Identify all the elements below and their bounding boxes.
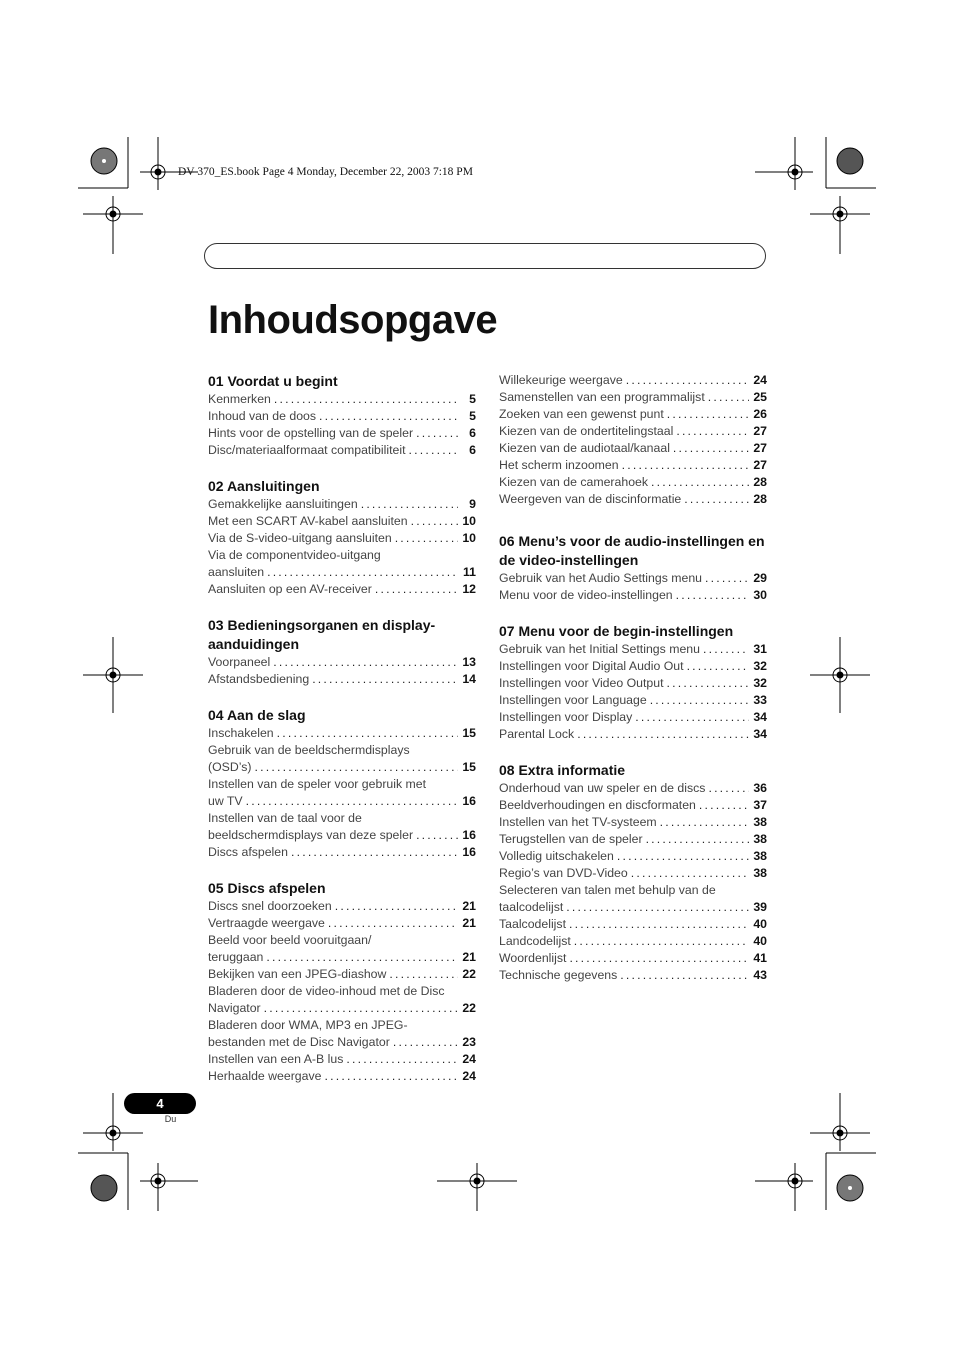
dot-leader <box>651 474 749 491</box>
toc-page-number: 28 <box>753 492 767 506</box>
toc-entry[interactable] <box>499 406 767 423</box>
toc-entry[interactable] <box>499 967 767 984</box>
dot-leader <box>667 675 749 692</box>
toc-page-number: 15 <box>462 760 476 774</box>
toc-entry-text: Beeld voor beeld vooruitgaan/ <box>208 933 372 947</box>
toc-entry-text: Selecteren van talen met behulp van de <box>499 883 716 897</box>
toc-entry-text: taalcodelijst <box>499 900 564 914</box>
dot-leader <box>667 406 749 423</box>
toc-section <box>499 532 767 604</box>
toc-entry[interactable] <box>499 814 767 831</box>
toc-entry[interactable] <box>499 372 767 389</box>
dot-leader <box>395 530 458 547</box>
toc-page-number: 32 <box>753 659 767 673</box>
toc-entry[interactable] <box>208 725 476 742</box>
toc-entry-text: Hints voor de opstelling van de speler <box>208 426 414 440</box>
toc-page-number: 28 <box>753 475 767 489</box>
toc-page-number: 34 <box>753 727 767 741</box>
toc-entry-text: beeldschermdisplays van deze speler <box>208 828 414 842</box>
toc-page-number: 41 <box>753 951 767 965</box>
dot-leader <box>708 389 749 406</box>
toc-entry-text: Taalcodelijst <box>499 917 566 931</box>
dot-leader <box>409 442 458 459</box>
toc-entry-text: aansluiten <box>208 565 265 579</box>
toc-entry[interactable] <box>208 654 476 671</box>
toc-page-number: 9 <box>469 497 476 511</box>
toc-entry-text: Gebruik van het Initial Settings menu <box>499 642 700 656</box>
dot-leader <box>635 709 749 726</box>
dot-leader <box>375 581 458 598</box>
toc-page-number: 27 <box>753 441 767 455</box>
toc-page-number: 29 <box>753 571 767 585</box>
toc-entry-text: Afstandsbediening <box>208 672 310 686</box>
dot-leader <box>273 654 458 671</box>
toc-entry-text: Kiezen van de camerahoek <box>499 475 649 489</box>
dot-leader <box>274 391 458 408</box>
toc-page-number: 38 <box>753 832 767 846</box>
toc-page-number: 40 <box>753 934 767 948</box>
toc-page-number: 10 <box>462 531 476 545</box>
dot-leader <box>328 915 458 932</box>
toc-entry-text: Instellingen voor Display <box>499 710 633 724</box>
toc-page-number: 25 <box>753 390 767 404</box>
toc-entry-text: Instellen van het TV-systeem <box>499 815 657 829</box>
toc-entry[interactable] <box>208 581 476 598</box>
dot-leader <box>622 457 749 474</box>
dot-leader <box>324 1068 458 1085</box>
toc-entry[interactable] <box>208 915 476 932</box>
dot-leader <box>620 967 749 984</box>
toc-page-number: 13 <box>462 655 476 669</box>
toc-entry[interactable] <box>499 780 767 797</box>
toc-entry[interactable] <box>208 932 476 966</box>
section-heading[interactable]: 01 Voordat u begint <box>208 373 338 389</box>
toc-entry-text: Samenstellen van een programmalijst <box>499 390 705 404</box>
section-heading[interactable]: 06 Menu’s voor de audio-instellingen en de video-instellingen <box>499 533 765 568</box>
dot-leader <box>684 491 749 508</box>
toc-entry[interactable] <box>208 547 476 581</box>
dot-leader <box>699 797 749 814</box>
toc-entry[interactable] <box>208 496 476 513</box>
toc-page-number: 43 <box>753 968 767 982</box>
toc-page-number: 26 <box>753 407 767 421</box>
toc-entry[interactable] <box>499 440 767 457</box>
dot-leader <box>264 1000 458 1017</box>
section-heading[interactable]: 02 Aansluitingen <box>208 478 320 494</box>
toc-page-number: 14 <box>462 672 476 686</box>
toc-entry-text: Kenmerken <box>208 392 271 406</box>
toc-entry[interactable] <box>208 742 476 776</box>
toc-page-number: 37 <box>753 798 767 812</box>
toc-entry-text: Gebruik van de beeldschermdisplays <box>208 743 410 757</box>
dot-leader <box>687 658 749 675</box>
toc-entry-text: Volledig uitschakelen <box>499 849 614 863</box>
dot-leader <box>361 496 458 513</box>
toc-entry[interactable] <box>208 966 476 983</box>
toc-page-number: 31 <box>753 642 767 656</box>
toc-entry-text: Herhaalde weergave <box>208 1069 322 1083</box>
toc-page-number: 32 <box>753 676 767 690</box>
toc-entry-text: Via de componentvideo-uitgang <box>208 548 381 562</box>
toc-page-number: 27 <box>753 458 767 472</box>
toc-entry[interactable] <box>499 831 767 848</box>
toc-entry-text: Gemakkelijke aansluitingen <box>208 497 358 511</box>
toc-entry-text: Woordenlijst <box>499 951 567 965</box>
toc-entry[interactable] <box>499 797 767 814</box>
toc-entry[interactable] <box>208 425 476 442</box>
dot-leader <box>646 831 749 848</box>
dot-leader <box>416 425 458 442</box>
toc-entry[interactable] <box>499 587 767 604</box>
dot-leader <box>566 899 749 916</box>
toc-entry[interactable] <box>208 1051 476 1068</box>
toc-entry[interactable] <box>208 983 476 1017</box>
toc-entry-text: Discs snel doorzoeken <box>208 899 332 913</box>
dot-leader <box>267 564 458 581</box>
toc-page-number: 38 <box>753 849 767 863</box>
toc-page-number: 34 <box>753 710 767 724</box>
toc-entry[interactable] <box>499 570 767 587</box>
toc-entry-text: Gebruik van het Audio Settings menu <box>499 571 703 585</box>
toc-entry-text: Aansluiten op een AV-receiver <box>208 582 372 596</box>
toc-entry-text: Bladeren door WMA, MP3 en JPEG- <box>208 1018 408 1032</box>
toc-page-number: 5 <box>469 409 476 423</box>
toc-page-number: 36 <box>753 781 767 795</box>
toc-entry[interactable] <box>499 882 767 916</box>
dot-leader <box>393 1034 458 1051</box>
toc-entry[interactable] <box>208 810 476 844</box>
dot-leader <box>705 570 749 587</box>
toc-page-number: 6 <box>469 443 476 457</box>
toc-page-number: 16 <box>462 845 476 859</box>
toc-page-number: 22 <box>462 967 476 981</box>
toc-entry[interactable] <box>499 950 767 967</box>
toc-left-column <box>208 372 476 1103</box>
toc-entry[interactable] <box>499 423 767 440</box>
toc-entry[interactable] <box>499 848 767 865</box>
dot-leader <box>660 814 749 831</box>
toc-entry-text: Regio’s van DVD-Video <box>499 866 628 880</box>
toc-entry[interactable] <box>208 671 476 688</box>
toc-entry-text: Inschakelen <box>208 726 274 740</box>
toc-entry-text: Bladeren door de video-inhoud met de Disc <box>208 984 445 998</box>
dot-leader <box>676 423 749 440</box>
dot-leader <box>650 692 749 709</box>
toc-entry-text: teruggaan <box>208 950 264 964</box>
toc-entry-text: Kiezen van de ondertitelingstaal <box>499 424 674 438</box>
toc-page-number: 33 <box>753 693 767 707</box>
toc-page-number: 21 <box>462 950 476 964</box>
toc-entry[interactable] <box>208 513 476 530</box>
section-heading[interactable]: 05 Discs afspelen <box>208 880 326 896</box>
toc-entry[interactable] <box>499 692 767 709</box>
toc-entry-text: (OSD’s) <box>208 760 252 774</box>
toc-page-number: 21 <box>462 916 476 930</box>
toc-page-number: 15 <box>462 726 476 740</box>
dot-leader <box>389 966 458 983</box>
toc-entry-text: Parental Lock <box>499 727 575 741</box>
toc-section-continued <box>499 372 767 508</box>
toc-entry-text: Bekijken van een JPEG-diashow <box>208 967 387 981</box>
toc-entry[interactable] <box>208 1017 476 1051</box>
toc-entry-text: Willekeurige weergave <box>499 373 623 387</box>
toc-entry-text: Navigator <box>208 1001 261 1015</box>
dot-leader <box>631 865 749 882</box>
dot-leader <box>266 949 458 966</box>
toc-entry[interactable] <box>499 474 767 491</box>
section-heading[interactable]: 03 Bedieningsorganen en display-aanduidingen <box>208 617 436 652</box>
toc-entry[interactable] <box>499 933 767 950</box>
toc-entry[interactable] <box>208 530 476 547</box>
toc-page-number: 38 <box>753 866 767 880</box>
toc-entry-text: Landcodelijst <box>499 934 571 948</box>
toc-entry[interactable] <box>208 442 476 459</box>
dot-leader <box>577 726 749 743</box>
toc-section <box>499 622 767 743</box>
dot-leader <box>246 793 458 810</box>
section-heading[interactable]: 08 Extra informatie <box>499 762 626 778</box>
toc-entry[interactable] <box>499 658 767 675</box>
toc-entry-text: Instellen van de taal voor de <box>208 811 362 825</box>
book-info-header: DV-370_ES.book Page 4 Monday, December 22, 2003 7:18 PM <box>178 166 473 178</box>
chapter-title-bar <box>204 243 766 269</box>
toc-entry-text: Instellingen voor Video Output <box>499 676 664 690</box>
toc-entry[interactable] <box>499 641 767 658</box>
toc-entry-text: Technische gegevens <box>499 968 618 982</box>
toc-entry[interactable] <box>499 389 767 406</box>
toc-entry-text: Instellen van een A-B lus <box>208 1052 344 1066</box>
toc-entry-text: Discs afspelen <box>208 845 288 859</box>
dot-leader <box>277 725 458 742</box>
toc-entry[interactable] <box>499 491 767 508</box>
dot-leader <box>411 513 458 530</box>
toc-entry[interactable] <box>208 776 476 810</box>
toc-entry-text: Onderhoud van uw speler en de discs <box>499 781 706 795</box>
toc-entry-text: Kiezen van de audiotaal/kanaal <box>499 441 670 455</box>
toc-entry[interactable] <box>499 709 767 726</box>
toc-page-number: 12 <box>462 582 476 596</box>
toc-entry-text: Zoeken van een gewenst punt <box>499 407 664 421</box>
dot-leader <box>708 780 749 797</box>
toc-entry-text: Instellingen voor Digital Audio Out <box>499 659 684 673</box>
toc-entry-text: Inhoud van de doos <box>208 409 317 423</box>
toc-entry-text: Instellingen voor Language <box>499 693 647 707</box>
toc-section <box>499 761 767 984</box>
toc-page-number: 38 <box>753 815 767 829</box>
dot-leader <box>312 671 458 688</box>
section-heading[interactable]: 04 Aan de slag <box>208 707 306 723</box>
toc-entry-text: Voorpaneel <box>208 655 271 669</box>
toc-page-number: 24 <box>753 373 767 387</box>
toc-right-column <box>499 372 767 1002</box>
dot-leader <box>676 587 749 604</box>
toc-entry[interactable] <box>208 408 476 425</box>
page-number-tab: 4 <box>124 1093 196 1114</box>
toc-entry-text: Het scherm inzoomen <box>499 458 619 472</box>
dot-leader <box>569 916 749 933</box>
toc-page-number: 16 <box>462 794 476 808</box>
toc-entry-text: Met een SCART AV-kabel aansluiten <box>208 514 408 528</box>
toc-page-number: 5 <box>469 392 476 406</box>
toc-entry-text: Instellen van de speler voor gebruik met <box>208 777 427 791</box>
dot-leader <box>569 950 749 967</box>
dot-leader <box>416 827 458 844</box>
toc-page-number: 10 <box>462 514 476 528</box>
toc-section <box>208 879 476 1085</box>
toc-page-number: 27 <box>753 424 767 438</box>
toc-page-number: 30 <box>753 588 767 602</box>
toc-page-number: 24 <box>462 1052 476 1066</box>
page-title: Inhoudsopgave <box>208 298 498 342</box>
toc-entry-text: Via de S-video-uitgang aansluiten <box>208 531 392 545</box>
toc-entry[interactable] <box>208 391 476 408</box>
toc-page-number: 22 <box>462 1001 476 1015</box>
toc-entry[interactable] <box>499 457 767 474</box>
toc-page-number: 23 <box>462 1035 476 1049</box>
toc-entry-text: Menu voor de video-instellingen <box>499 588 673 602</box>
toc-entry[interactable] <box>208 898 476 915</box>
toc-entry-text: Terugstellen van de speler <box>499 832 643 846</box>
dot-leader <box>617 848 749 865</box>
toc-page-number: 11 <box>463 565 476 579</box>
toc-page-number: 6 <box>469 426 476 440</box>
toc-section <box>208 616 476 688</box>
toc-page-number: 24 <box>462 1069 476 1083</box>
toc-entry-text: bestanden met de Disc Navigator <box>208 1035 390 1049</box>
toc-entry-text: Weergeven van de discinformatie <box>499 492 682 506</box>
dot-leader <box>346 1051 458 1068</box>
toc-page-number: 16 <box>462 828 476 842</box>
toc-entry-text: Vertraagde weergave <box>208 916 325 930</box>
toc-entry[interactable] <box>208 844 476 861</box>
toc-entry-text: Disc/materiaalformaat compatibiliteit <box>208 443 406 457</box>
dot-leader <box>335 898 458 915</box>
toc-entry[interactable] <box>208 1068 476 1085</box>
toc-entry[interactable] <box>499 726 767 743</box>
toc-section <box>208 706 476 861</box>
dot-leader <box>626 372 749 389</box>
toc-entry-text: uw TV <box>208 794 243 808</box>
dot-leader <box>574 933 749 950</box>
language-code: Du <box>164 1114 177 1124</box>
toc-page-number: 21 <box>462 899 476 913</box>
toc-page-number: 40 <box>753 917 767 931</box>
toc-page-number: 39 <box>753 900 767 914</box>
section-heading[interactable]: 07 Menu voor de begin-instellingen <box>499 623 734 639</box>
dot-leader <box>255 759 459 776</box>
toc-section <box>208 372 476 459</box>
dot-leader <box>703 641 749 658</box>
dot-leader <box>291 844 458 861</box>
toc-entry-text: Beeldverhoudingen en discformaten <box>499 798 696 812</box>
toc-section <box>208 477 476 598</box>
toc-entry[interactable] <box>499 865 767 882</box>
toc-entry[interactable] <box>499 675 767 692</box>
dot-leader <box>673 440 749 457</box>
toc-entry[interactable] <box>499 916 767 933</box>
dot-leader <box>319 408 458 425</box>
